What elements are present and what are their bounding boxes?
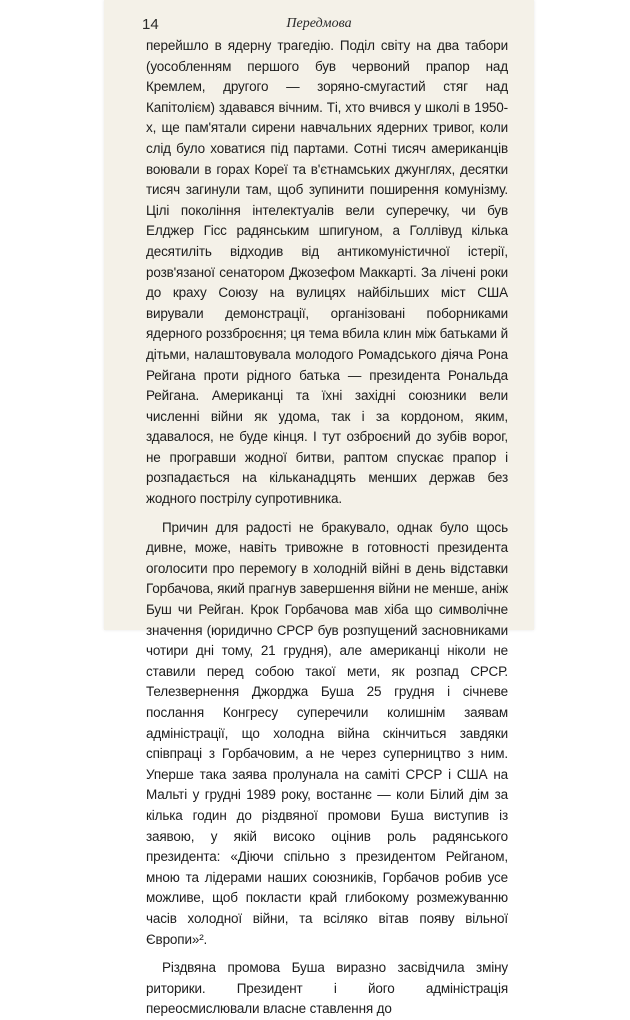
paragraph-reasons: Причин для радості не бракувало, однак було щось дивне, може, навіть тривожне в готовності президента оголосити про перемогу в холодній війні в день відставки Горбачова, який прагнув завершення війни не менше, аніж Буш чи Рейган. Крок Горбачова мав хіба що символічне значення (юридично СРСР був розпущений засновниками чотири дні тому, 21 грудня), але американці ніколи не ставили перед собою такої мети, як розпад СРСР. Телезвернення Джорджа Буша 25 грудня і січневе послання Конгресу суперечили колишнім заявам адміністрації, що холодна війна скінчиться завдяки співпраці з Горбачовим, а не через суперництво з ним. Уперше така заява пролунала на саміті СРСР і США на Мальті у грудні 1989 року, востаннє — коли Білий дім за кілька годин до різдвяної промови Буша виступив із заявою, у якій високо оцінив роль радянського президента: «Діючи спільно з президентом Рейганом, мною та лідерами наших союзників, Горбачов робив усе можливе, щоб покласти край глибокому розмежуванню часів холодної війни, та всіляко вітав появу вільної Європи»². (146, 519, 508, 947)
body-text (146, 36, 508, 1020)
page-number: 14 (142, 16, 159, 33)
paragraph-christmas-speech: Різдвяна промова Буша виразно засвідчила зміну риторики. Президент і його адміністрація переосмислювали власне ставлення до (146, 960, 508, 1017)
running-title: Передмова (286, 16, 352, 31)
running-head (104, 12, 534, 34)
book-page (104, 0, 534, 1017)
paragraph-continuation: перейшло в ядерну трагедію. Поділ світу на два табори (уособленням першого був червоний прапор над Кремлем, другого — зоряно-смугастий стяг над Капітолієм) здавався вічним. Ті, хто вчився у школі в 1950-х, ще пам'ятали сирени навчальних ядерних тривог, коли слід було ховатися під партами. Сотні тисяч американців воювали в горах Кореї та в'єтнамських джунглях, десятки тисяч загинули там, щоб зупинити поширення комунізму. Цілі покоління інтелектуалів вели суперечку, чи був Елджер Гісс радянським шпигуном, а Голлівуд кілька десятиліть відходив від антикомуністичної істерії, розв'язаної сенатором Джозефом Маккарті. За лічені роки до краху Союзу на вулицях найбільших міст США вирували демонстрації, організовані поборниками ядерного роззброєння; ця тема вбила клин між батьками й дітьми, налаштовувала молодого Ромадського діяча Рона Рейгана проти рідного батька — президента Рональда Рейгана. Американці та їхні західні союзники вели численні війни як удома, так і за кордоном, яким, здавалося, не буде кінця. І тут озброєний до зубів ворог, не програвши жодної битви, раптом спускає прапор і розпадається на кільканадцять менших держав без жодного пострілу супротивника. (146, 38, 508, 507)
